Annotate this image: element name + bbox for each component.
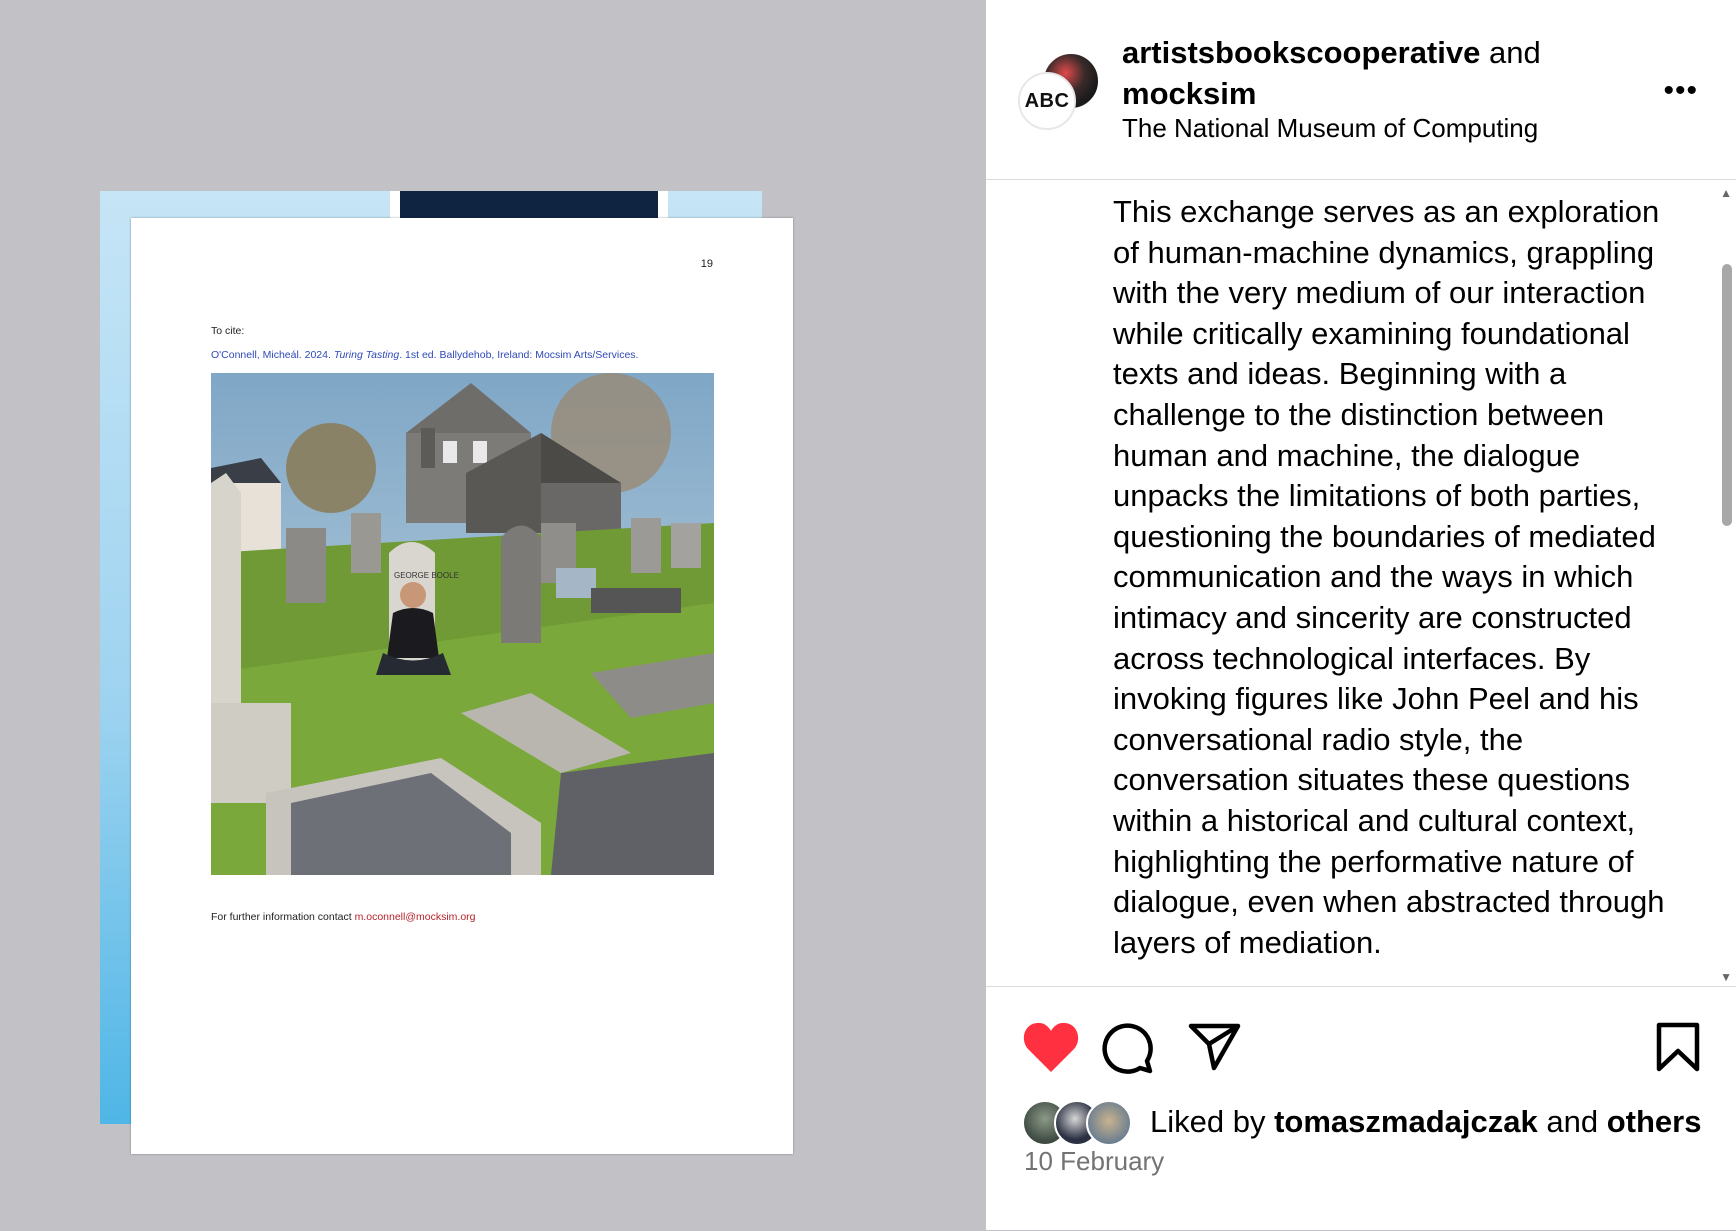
citation [211, 349, 638, 361]
post-date[interactable]: 10 February [1024, 1146, 1165, 1176]
like-heart-icon[interactable] [1022, 1020, 1080, 1074]
author-joiner: and [1480, 35, 1541, 70]
more-options-icon[interactable]: ••• [1663, 74, 1698, 107]
liked-by-prefix: Liked by [1150, 1104, 1266, 1139]
liker-avatars[interactable] [1022, 1098, 1142, 1146]
comment-icon[interactable] [1100, 1021, 1154, 1075]
liked-by-others-link[interactable]: others [1606, 1104, 1702, 1139]
liked-by-and: and [1546, 1104, 1599, 1139]
page-number: 19 [700, 258, 713, 270]
location-link[interactable]: The National Museum of Computing [1122, 113, 1539, 143]
avatar[interactable] [1018, 50, 1102, 130]
contact-line [211, 911, 476, 923]
cite-label: To cite: [211, 325, 245, 337]
post-caption: This exchange serves as an exploration of human-machine dynamics, grappling with the very medium of our interaction while critically examining foundational texts and ideas. Beginning with a challenge to the distinction between human and machine, the dialogue unpacks the limitations of both parties, questioning the boundaries of mediated communication and the ways in which intimacy and sincerity are constructed across technological interfaces. By invoking figures like John Peel and his conversational radio style, the conversation situates these questions within a historical and cultural context, highlighting the performative nature of dialogue, even when abstracted through layers of mediation. [1113, 194, 1665, 960]
contact-label: For further information contact [211, 911, 355, 923]
citation-suffix: . 1st ed. Ballydehob, Ireland: Mocsim Arts/Services. [399, 349, 639, 361]
graveyard-photo-drawing [211, 373, 714, 875]
graveyard-photo [211, 373, 714, 875]
headstone-inscription: GEORGE BOOLE [394, 571, 459, 580]
likes-summary [1022, 1098, 1701, 1146]
avatar-abc[interactable]: ABC [1018, 72, 1076, 130]
contact-email-link[interactable]: m.oconnell@mocksim.org [354, 911, 476, 923]
citation-prefix: O'Connell, Micheál. 2024. [211, 349, 334, 361]
caption-scroll-area[interactable] [986, 180, 1736, 986]
post-panel [986, 0, 1736, 1230]
document-page [131, 218, 793, 1154]
post-authors [1122, 32, 1541, 114]
post-header [986, 0, 1736, 180]
liked-by-user-link[interactable]: tomaszmadajczak [1274, 1104, 1538, 1139]
scrollbar-thumb[interactable] [1722, 264, 1732, 526]
citation-title: Turing Tasting [333, 349, 400, 361]
author-link[interactable]: artistsbookscooperative [1122, 35, 1481, 70]
share-send-icon[interactable] [1188, 1022, 1242, 1072]
scroll-up-arrow-icon[interactable]: ▲ [1720, 186, 1732, 200]
scroll-down-arrow-icon[interactable]: ▼ [1720, 970, 1732, 984]
author-link[interactable]: mocksim [1122, 76, 1257, 111]
liker-avatar[interactable] [1086, 1100, 1132, 1146]
save-bookmark-icon[interactable] [1656, 1022, 1700, 1072]
